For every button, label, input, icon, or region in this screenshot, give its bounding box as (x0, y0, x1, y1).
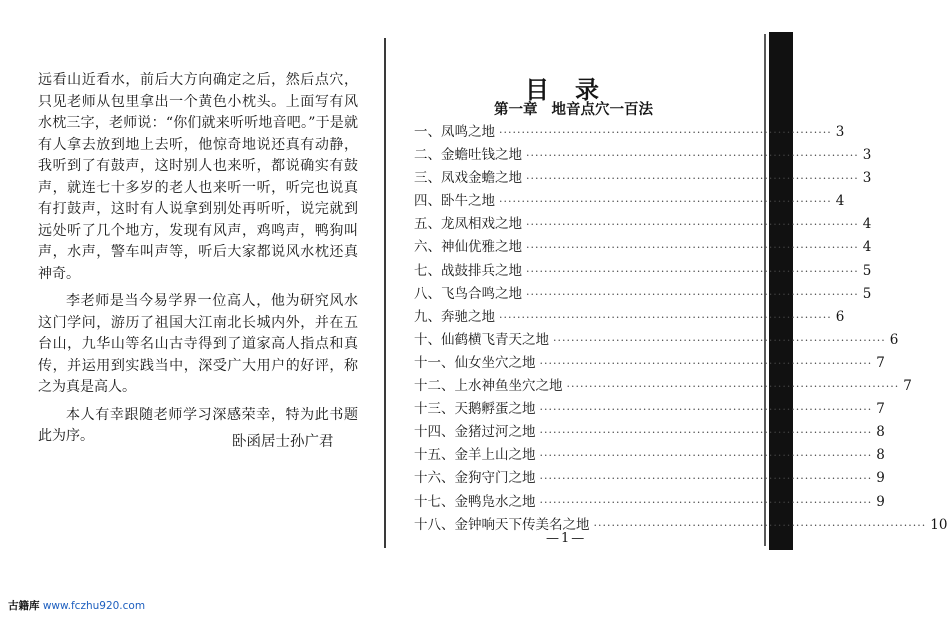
toc-entry (414, 305, 845, 328)
toc-entry-label: 八、飞鸟合鸣之地 (414, 285, 522, 302)
toc-entry (414, 259, 872, 282)
toc-entry-label: 十二、上水神鱼坐穴之地 (414, 378, 563, 395)
toc-entry-page: 4 (862, 239, 872, 256)
left-page-body (38, 70, 358, 454)
toc-entry-page: 7 (903, 378, 912, 395)
toc-entry-label: 十三、天鹅孵蛋之地 (414, 401, 536, 418)
chapter-title: 地音点穴一百法 (551, 101, 653, 118)
toc-entry-page: 7 (876, 354, 885, 371)
toc-entry-label: 六、神仙优雅之地 (414, 239, 522, 256)
toc-entry-page: 3 (862, 170, 872, 187)
toc-title: 目录 (525, 75, 625, 104)
toc-entry (414, 420, 885, 443)
toc-entry (414, 328, 899, 351)
toc-entry (414, 282, 872, 305)
toc-entry-page: 8 (876, 424, 885, 441)
toc-entry (414, 397, 885, 420)
toc-leader-dots: ·········································································· (526, 218, 859, 232)
toc-entry-label: 十、仙鹤横飞青天之地 (414, 331, 549, 348)
toc-entry-page: 10 (930, 516, 947, 533)
paragraph-3: 本人有幸跟随老师学习深感荣幸，特为此书题此为序。 (38, 406, 358, 444)
toc-entry-page: 5 (862, 285, 872, 302)
toc-leader-dots: ·········································································· (499, 126, 832, 139)
toc-entry-label: 十七、金鸭凫水之地 (414, 493, 536, 510)
table-of-contents (414, 120, 947, 536)
book-spine-divider (384, 38, 386, 548)
toc-entry-label: 十一、仙女坐穴之地 (414, 354, 536, 371)
toc-entry-label: 十八、金钟响天下传美名之地 (414, 516, 590, 533)
watermark-footer (8, 598, 145, 613)
toc-entry (414, 235, 872, 258)
toc-entry-page: 6 (889, 331, 899, 348)
toc-entry (414, 120, 845, 143)
paragraph-1: 远看山近看水，前后大方向确定之后，然后点穴，只见老师从包里拿出一个黄色小枕头。上面写有风水枕三字，老师说：“你们就来听听地音吧。”于是就有人拿去放到地上去听，他惊奇地说还真有动静，我听到了有鼓声，这时别人也来听，都说确实有鼓声，就连七十多岁的老人也来听一听，听完也说真有打鼓声，这时有人说拿到别处再听听，说完就到远处听了几个地方，发现有风声，鸡鸣声，鸭狗叫声，水声，警车叫声等，听后大家都说风水枕还真神奇。 (38, 72, 358, 282)
toc-entry-label: 十四、金猪过河之地 (414, 424, 536, 441)
toc-entry-label: 四、卧牛之地 (414, 193, 495, 210)
toc-entry (414, 212, 872, 235)
toc-entry-label: 九、奔驰之地 (414, 308, 495, 325)
site-url[interactable]: www.fczhu920.com (42, 600, 146, 612)
signature: 卧函居士孙广君 (232, 434, 334, 450)
toc-leader-dots: ·········································································· (539, 449, 873, 463)
toc-entry-label: 五、龙凤相戏之地 (414, 216, 522, 233)
toc-leader-dots: ·········································································· (526, 149, 859, 163)
toc-entry-label: 七、战鼓排兵之地 (414, 262, 522, 279)
toc-entry-page: 9 (876, 470, 885, 487)
toc-leader-dots: ·········································································· (526, 287, 859, 301)
toc-entry (414, 166, 872, 189)
toc-leader-dots: ·········································································· (539, 356, 873, 370)
toc-entry-page: 6 (835, 308, 845, 325)
toc-entry-page: 7 (876, 401, 885, 418)
toc-entry-page: 9 (876, 493, 885, 510)
page-number: —1— (546, 531, 587, 546)
toc-entry (414, 189, 845, 212)
toc-leader-dots: ·········································································· (539, 403, 873, 417)
toc-entry-label: 二、金蟾吐钱之地 (414, 147, 522, 164)
toc-leader-dots: ·········································································· (566, 380, 900, 394)
toc-entry (414, 374, 912, 397)
toc-entry-page: 5 (862, 262, 872, 279)
toc-leader-dots: ·········································································· (593, 518, 927, 532)
toc-leader-dots: ·········································································· (526, 264, 859, 278)
toc-entry-page: 8 (876, 447, 885, 464)
toc-entry-page: 4 (862, 216, 872, 233)
toc-leader-dots: ·········································································· (553, 333, 886, 347)
toc-entry (414, 490, 885, 513)
toc-leader-dots: ·········································································· (526, 172, 859, 186)
toc-entry-label: 十五、金羊上山之地 (414, 447, 536, 464)
chapter-number: 第一章 (494, 101, 538, 118)
toc-leader-dots: ·········································································· (499, 310, 832, 324)
toc-leader-dots: ·········································································· (526, 241, 859, 255)
toc-leader-dots: ·········································································· (539, 426, 873, 440)
toc-leader-dots: ·········································································· (539, 495, 873, 509)
toc-entry-label: 一、凤鸣之地 (414, 124, 495, 140)
toc-entry-page: 3 (862, 147, 872, 164)
toc-entry-page: 4 (835, 193, 845, 210)
toc-entry (414, 143, 872, 166)
toc-entry (414, 351, 885, 374)
toc-leader-dots: ·········································································· (539, 472, 873, 486)
toc-entry-label: 十六、金狗守门之地 (414, 470, 536, 487)
toc-leader-dots: ·········································································· (499, 195, 832, 209)
toc-entry (414, 443, 885, 466)
site-brand: 古籍库 (8, 600, 40, 612)
toc-entry (414, 466, 885, 489)
toc-entry-page: 3 (835, 124, 845, 140)
toc-entry-label: 三、凤戏金蟾之地 (414, 170, 522, 187)
paragraph-2: 李老师是当今易学界一位高人，他为研究风水这门学问，游历了祖国大江南北长城内外，并在五台山，九华山等名山古寺得到了道家高人指点和真传，并运用到实践当中，深受广大用户的好评，称之为真是高人。 (38, 293, 358, 395)
chapter-heading (494, 98, 653, 119)
